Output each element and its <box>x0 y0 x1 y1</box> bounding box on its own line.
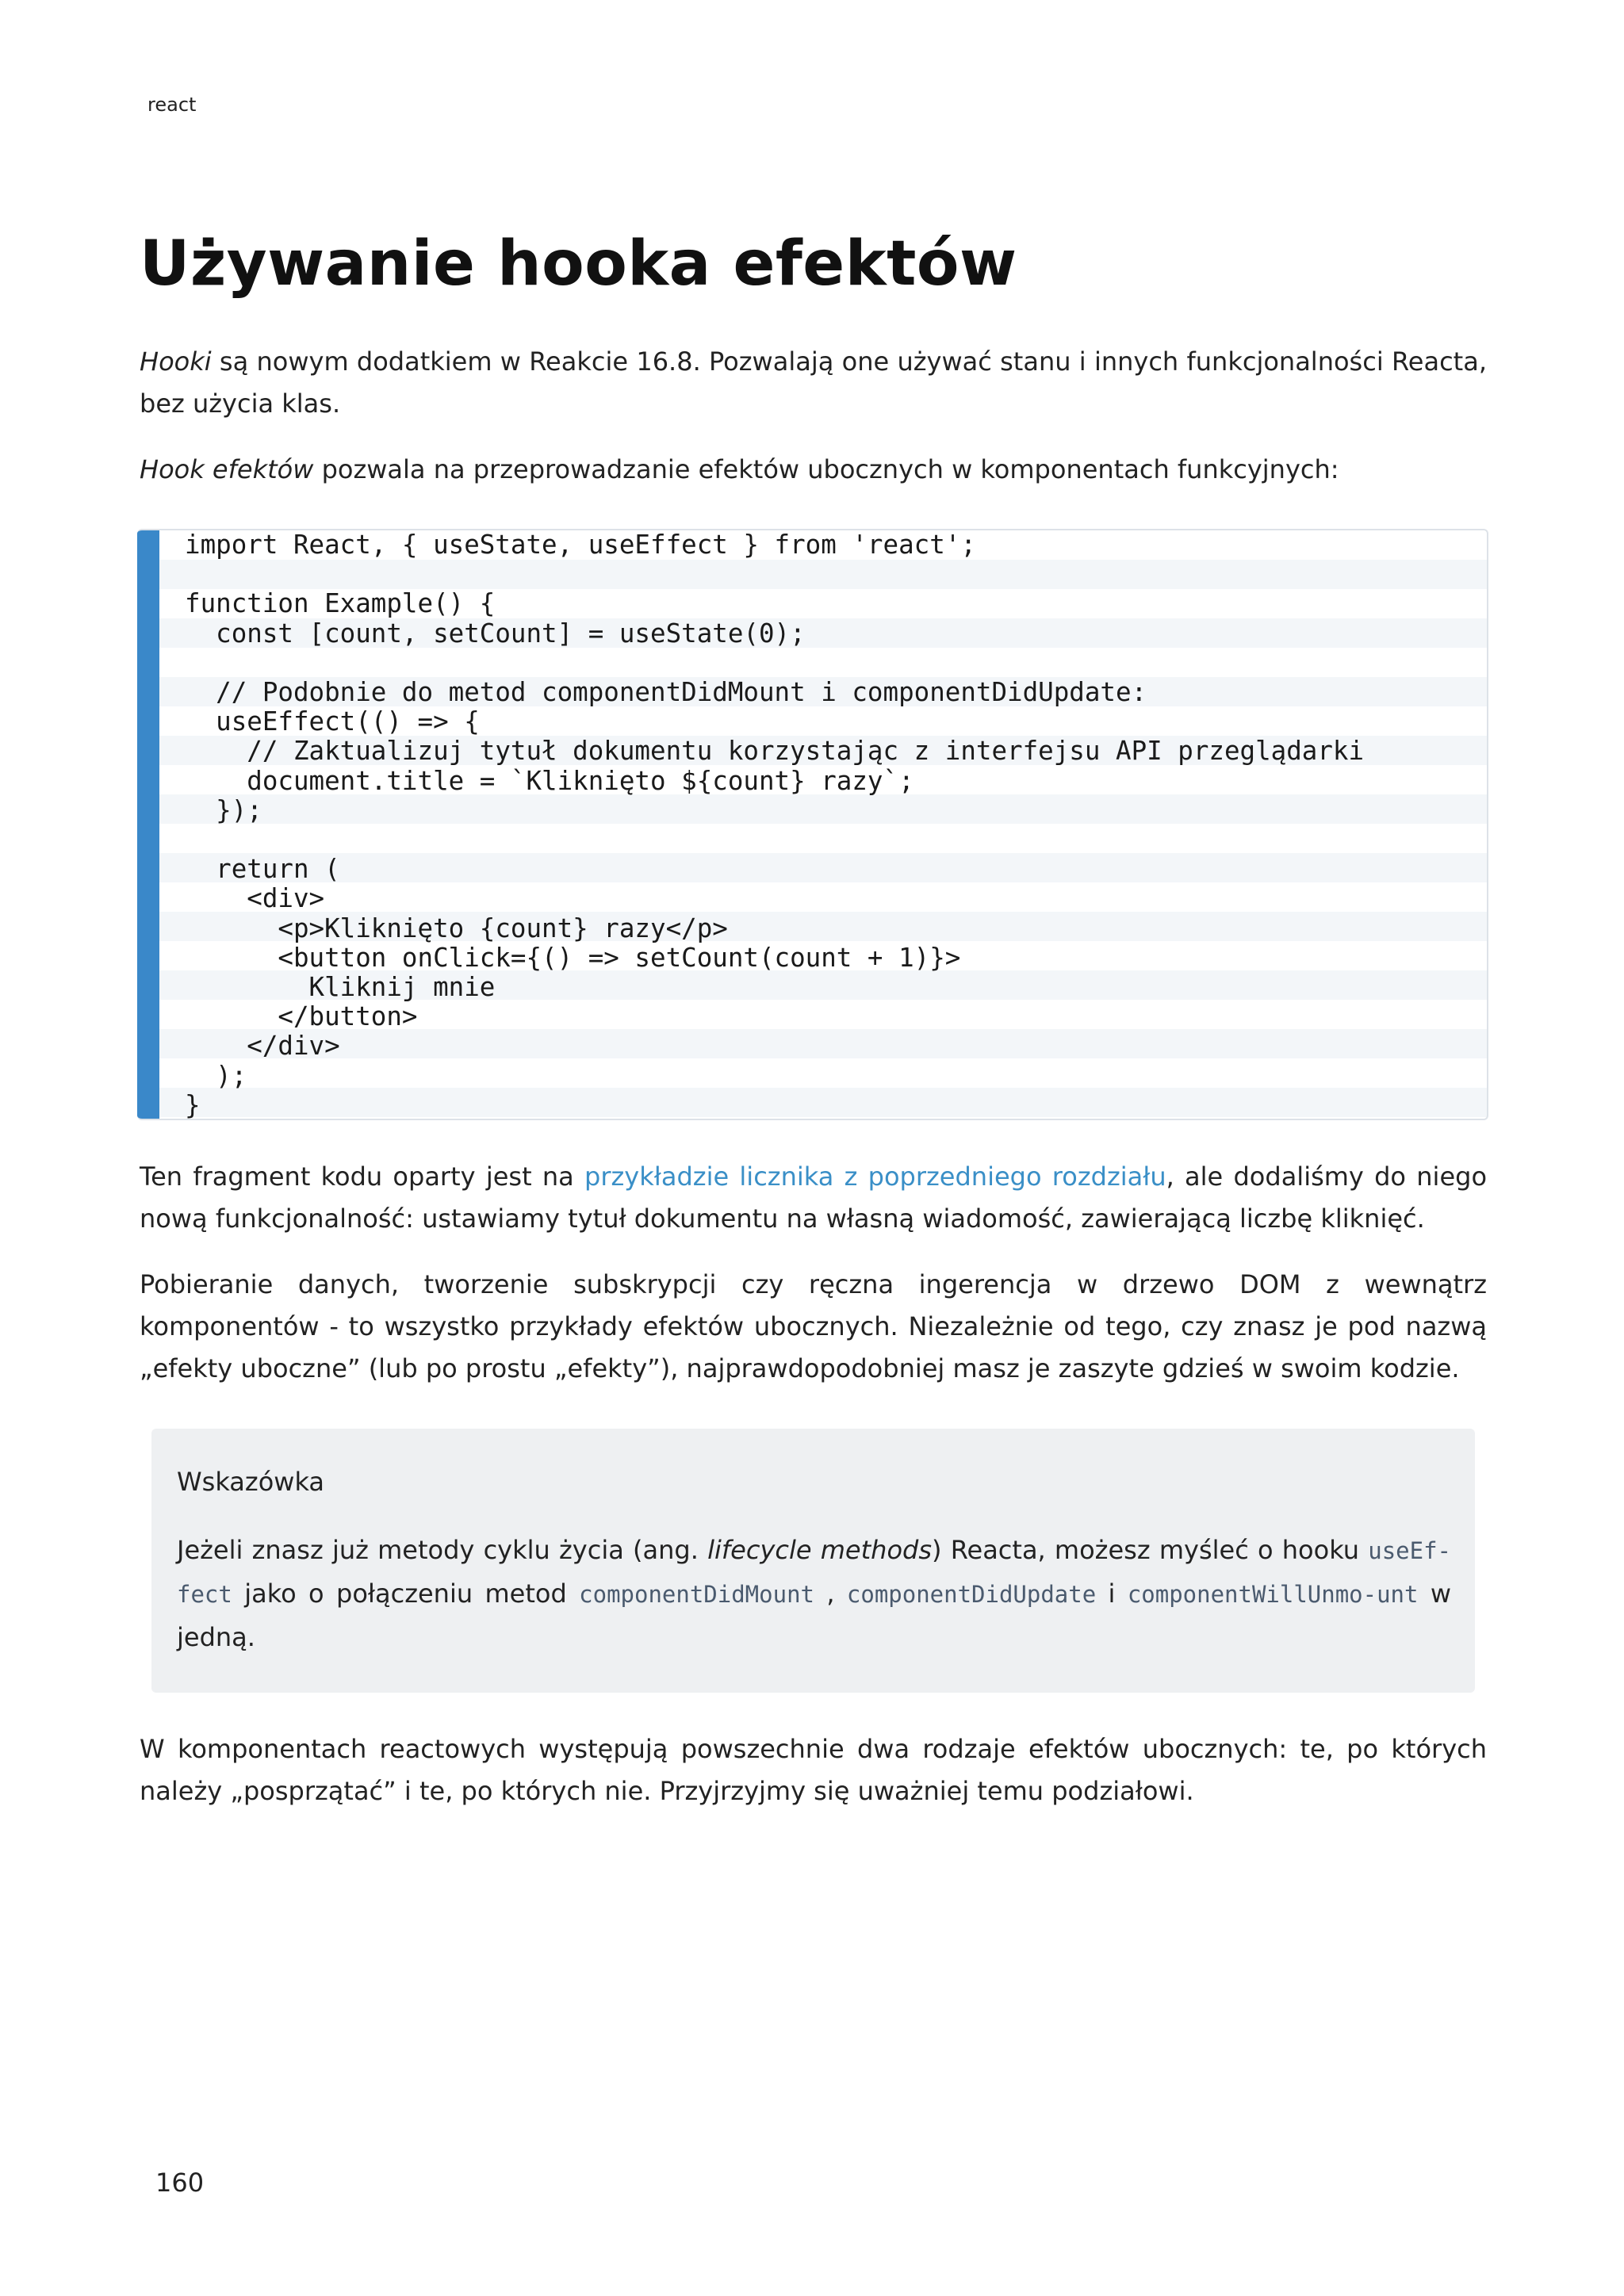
code-line: <button onClick={() => setCount(count + 1)}> <box>185 942 961 973</box>
code-line: } <box>185 1089 201 1120</box>
code-line: </button> <box>185 1001 418 1032</box>
inline-code-componentdidupdate: componentDidUpdate <box>846 1581 1097 1608</box>
page-title: Używanie hooka efektów <box>140 228 1017 300</box>
closing-section <box>140 1728 1487 1812</box>
intro-paragraph-1: Hooki są nowym dodatkiem w Reakcie 16.8. Pozwalają one używać stanu i innych funkcjonalności Reacta, bez użycia klas. <box>140 346 1487 419</box>
code-line: function Example() { <box>185 588 496 619</box>
closing-paragraph: W komponentach reactowych występują powszechnie dwa rodzaje efektów ubocznych: te, po których należy „posprzątać” i te, po których nie. Przyjrzyjmy się uważniej temu podziałowi. <box>140 1734 1487 1806</box>
code-line: Kliknij mnie <box>185 972 496 1003</box>
counter-example-link[interactable]: przykładzie licznika z poprzedniego rozdziału <box>584 1161 1166 1192</box>
after-code-paragraph-1: Ten fragment kodu oparty jest na przykładzie licznika z poprzedniego rozdziału, ale dodaliśmy do niego nową funkcjonalność: ustawiamy tytuł dokumentu na własną wiadomość, zawierającą liczbę kliknięć. <box>140 1161 1488 1234</box>
after-code-section <box>140 1156 1487 1240</box>
code-line: </div> <box>185 1031 340 1062</box>
code-line: }); <box>185 794 262 825</box>
code-line: // Zaktualizuj tytuł dokumentu korzystając z interfejsu API przeglądarki <box>185 736 1365 767</box>
code-block <box>137 529 1488 1120</box>
code-line: document.title = `Kliknięto ${count} razy`; <box>185 765 914 796</box>
code-line: ); <box>185 1060 247 1091</box>
tip-title: Wskazówka <box>177 1467 325 1497</box>
side-effects-paragraph: Pobieranie danych, tworzenie subskrypcji czy ręczna ingerencja w drzewo DOM z wewnątrz komponentów - to wszystko przykłady efektów ubocznych. Niezależnie od tego, czy znasz je pod nazwą „efekty uboczne” (lub po prostu „efekty”), najprawdopodobniej masz je zaszyte gdzieś w swoim kodzie. <box>140 1269 1487 1383</box>
code-listing <box>185 530 1364 1120</box>
tip-body: Jeżeli znasz już metody cyklu życia (ang. lifecycle methods) Reacta, możesz myśleć o hooku useEf-fect jako o połączeniu metod componentDidMount , componentDidUpdate i componentWillUnmo-unt w jedną. <box>177 1535 1452 1652</box>
inline-code-componentdidmount: componentDidMount <box>579 1581 814 1608</box>
tip-box <box>151 1429 1475 1693</box>
code-line: const [count, setCount] = useState(0); <box>185 618 806 649</box>
inline-code-useeffect: useEf-fect <box>177 1537 1452 1608</box>
side-effects-section <box>140 1264 1487 1390</box>
intro-section-2 <box>140 449 1487 491</box>
intro-paragraph-2: Hook efektów pozwala na przeprowadzanie efektów ubocznych w komponentach funkcyjnych: <box>140 454 1339 484</box>
intro-section <box>140 341 1487 425</box>
code-line: // Podobnie do metod componentDidMount i componentDidUpdate: <box>185 677 1147 708</box>
code-line: return ( <box>185 854 340 885</box>
inline-code-componentwillunmount: componentWillUnmo-unt <box>1127 1581 1419 1608</box>
page-number: 160 <box>155 2168 205 2198</box>
code-line: <p>Kliknięto {count} razy</p> <box>185 913 728 943</box>
code-line: useEffect(() => { <box>185 706 480 737</box>
effect-hook-term: Hook efektów <box>140 454 314 484</box>
code-line: <div> <box>185 883 325 914</box>
running-header: react <box>147 94 197 116</box>
hooks-term: Hooki <box>140 346 212 377</box>
code-line: import React, { useState, useEffect } from 'react'; <box>185 530 976 560</box>
code-accent-bar <box>137 530 159 1119</box>
